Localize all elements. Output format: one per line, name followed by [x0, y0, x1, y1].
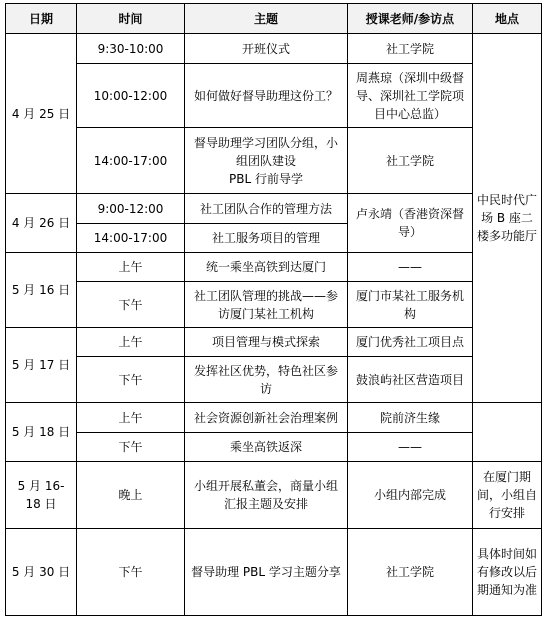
header-row	[6, 4, 542, 34]
place-cell: 在厦门期间，小组自行安排	[473, 462, 542, 529]
header-topic: 主题	[185, 4, 348, 34]
teacher-cell: 周燕琼（深圳中级督导、深圳社工学院项目中心总监）	[348, 64, 473, 128]
time-cell: 上午	[77, 253, 185, 282]
time-cell: 下午	[77, 357, 185, 403]
date-cell: 5 月 16-18 日	[6, 462, 77, 529]
time-cell: 14:00-17:00	[77, 128, 185, 194]
table-row	[6, 34, 542, 64]
date-cell: 5 月 16 日	[6, 253, 77, 328]
schedule-table	[5, 3, 542, 616]
time-cell: 上午	[77, 403, 185, 433]
topic-cell: 社工团队合作的管理方法	[185, 194, 348, 224]
time-cell: 下午	[77, 282, 185, 328]
topic-cell: 统一乘坐高铁到达厦门	[185, 253, 348, 282]
table-row	[6, 194, 542, 224]
teacher-cell: 院前济生缘	[348, 403, 473, 433]
time-cell: 9:30-10:00	[77, 34, 185, 64]
teacher-cell: 鼓浪屿社区营造项目	[348, 357, 473, 403]
topic-cell: 社工团队管理的挑战——参访厦门某社工机构	[185, 282, 348, 328]
table-row	[6, 529, 542, 616]
topic-cell: 乘坐高铁返深	[185, 433, 348, 462]
table-row	[6, 282, 542, 328]
time-cell: 下午	[77, 433, 185, 462]
teacher-cell: 社工学院	[348, 529, 473, 616]
table-row	[6, 253, 542, 282]
teacher-cell: 社工学院	[348, 34, 473, 64]
teacher-cell: 社工学院	[348, 128, 473, 194]
table-row	[6, 403, 542, 433]
topic-cell: 社会资源创新社会治理案例	[185, 403, 348, 433]
table-row	[6, 128, 542, 194]
topic-cell: 如何做好督导助理这份工？	[185, 64, 348, 128]
teacher-cell: 厦门优秀社工项目点	[348, 328, 473, 357]
header-date: 日期	[6, 4, 77, 34]
time-cell: 下午	[77, 529, 185, 616]
topic-cell: 发挥社区优势，特色社区参访	[185, 357, 348, 403]
topic-cell: 督导助理 PBL 学习主题分享	[185, 529, 348, 616]
table-row	[6, 462, 542, 529]
date-cell: 4 月 26 日	[6, 194, 77, 253]
topic-cell: 小组开展私董会，商量小组汇报主题及安排	[185, 462, 348, 529]
teacher-cell: 卢永靖（香港资深督导）	[348, 194, 473, 253]
time-cell: 14:00-17:00	[77, 224, 185, 253]
date-cell: 5 月 18 日	[6, 403, 77, 462]
header-teacher: 授课老师/参访点	[348, 4, 473, 34]
table-row	[6, 433, 542, 462]
topic-cell: 社工服务项目的管理	[185, 224, 348, 253]
table-row	[6, 64, 542, 128]
time-cell: 晚上	[77, 462, 185, 529]
topic-cell	[185, 128, 348, 194]
time-cell: 上午	[77, 328, 185, 357]
topic-line: 督导助理学习团队分组，小组团队建设 PBL 行前导学	[193, 135, 338, 186]
teacher-cell: ——	[348, 253, 473, 282]
date-cell: 4 月 25 日	[6, 34, 77, 194]
teacher-cell: 小组内部完成	[348, 462, 473, 529]
time-cell: 10:00-12:00	[77, 64, 185, 128]
place-cell: 具体时间如有修改以后期通知为准	[473, 529, 542, 616]
topic-cell: 开班仪式	[185, 34, 348, 64]
time-cell: 9:00-12:00	[77, 194, 185, 224]
table-row	[6, 328, 542, 357]
teacher-cell: ——	[348, 433, 473, 462]
place-cell-empty	[473, 403, 542, 462]
date-cell: 5 月 17 日	[6, 328, 77, 403]
teacher-cell: 厦门市某社工服务机构	[348, 282, 473, 328]
table-row	[6, 357, 542, 403]
header-place: 地点	[473, 4, 542, 34]
topic-cell: 项目管理与模式探索	[185, 328, 348, 357]
place-cell: 中民时代广场 B 座二楼多功能厅	[473, 34, 542, 403]
header-time: 时间	[77, 4, 185, 34]
date-cell: 5 月 30 日	[6, 529, 77, 616]
